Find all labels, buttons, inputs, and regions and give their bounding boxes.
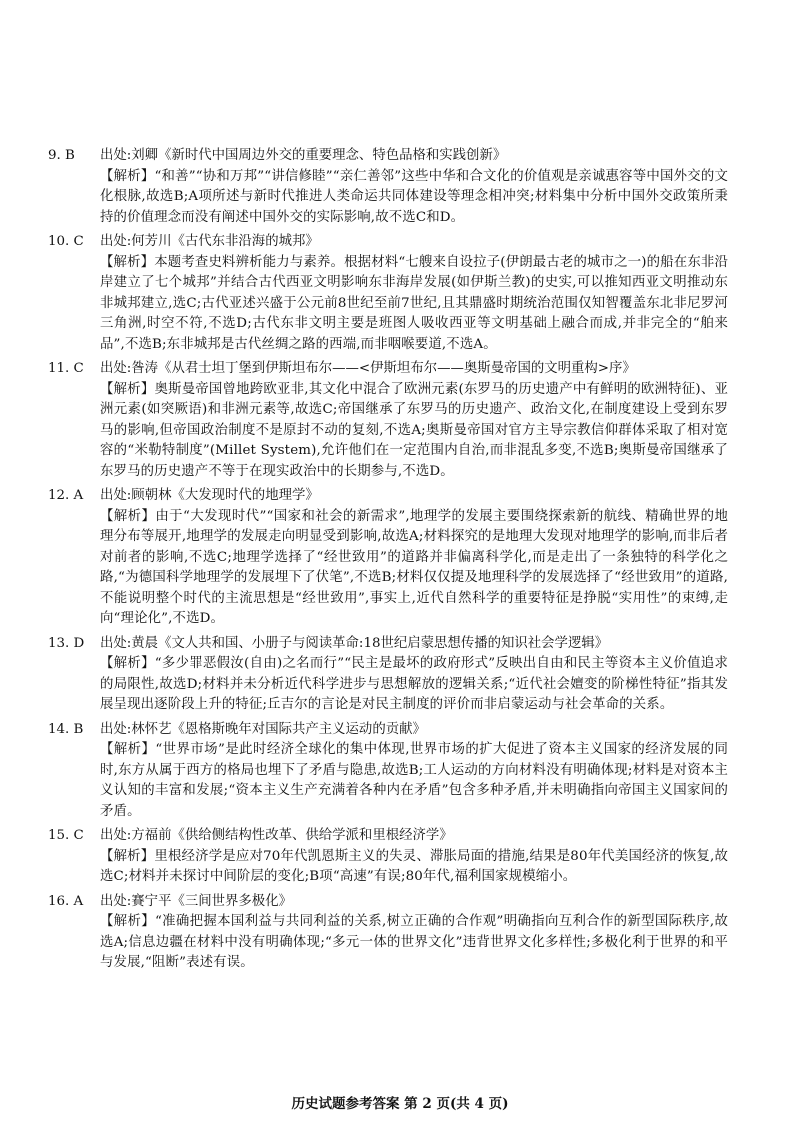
answer-number: 13. D [48, 635, 85, 651]
answer-item-9 [48, 146, 728, 228]
answer-analysis: 【解析】里根经济学是应对70年代凯恩斯主义的失灵、滞胀局面的措施,结果是80年代美国经济的恢复,故选C;材料并未探讨中间阶层的变化;B项“高速”有误;80年代,福利国家规模缩小。 [100, 848, 729, 884]
answer-source: 出处:方福前《供给侧结构性改革、供给学派和里根经济学》 [100, 828, 453, 843]
answer-source: 出处:刘卿《新时代中国周边外交的重要理念、特色品格和实践创新》 [100, 148, 507, 163]
answer-number: 16. A [48, 893, 84, 909]
answer-analysis: 【解析】“世界市场”是此时经济全球化的集中体现,世界市场的扩大促进了资本主义国家的经济发展的同时,东方从属于西方的格局也埋下了矛盾与隐患,故选B;工人运动的方向材料没有明确体现;材料是对资本主义认知的丰富和发展;“资本主义生产充满着各种内在矛盾”包含多种矛盾,并未明确指向帝国主义国家间的矛盾。 [100, 742, 728, 819]
answer-list [48, 146, 728, 978]
answer-source: 出处:黄晨《文人共和国、小册子与阅读革命:18世纪启蒙思想传播的知识社会学逻辑》 [100, 635, 609, 651]
answer-number: 14. B [48, 721, 84, 737]
answer-number: 11. C [48, 361, 84, 376]
answer-item-12 [48, 486, 728, 630]
answer-analysis: 【解析】“多少罪恶假汝(自由)之名而行”“民主是最坏的政府形式”反映出自由和民主等资本主义价值追求的局限性,故选D;材料并未分析近代科学进步与思想解放的逻辑关系;“近代社会嬗变的阶梯性特征”指其发展呈现出逐阶段上升的特征;丘吉尔的言论是对民主制度的评价而非启蒙运动与社会革命的关系。 [100, 656, 728, 712]
answer-item-16 [48, 892, 728, 974]
answer-number: 9. B [48, 148, 75, 163]
answer-item-13 [48, 634, 728, 716]
answer-source: 出处:昝涛《从君士坦丁堡到伊斯坦布尔——<伊斯坦布尔——奥斯曼帝国的文明重构>序》 [100, 361, 636, 376]
answer-item-11 [48, 359, 728, 482]
answer-analysis: 【解析】由于“大发现时代”“国家和社会的新需求”,地理学的发展主要围绕探索新的航线、精确世界的地理分布等展开,地理学的发展走向明显受到影响,故选A;材料探究的是地理大发现对地理学的影响,而非后者对前者的影响,不选C;地理学选择了“经世致用”的道路并非偏离科学化,而是走出了一条独特的科学化之路,“为德国科学地理学的发展埋下了伏笔”,不选B;材料仅仅提及地理科学的发展选择了“经世致用”的道路,不能说明整个时代的主流思想是“经世致用”,事实上,近代自然科学的重要特征是挣脱“实用性”的束缚,走向“理论化”,不选D。 [100, 508, 728, 626]
answer-analysis: 【解析】“和善”“协和万邦”“讲信修睦”“亲仁善邻”这些中华和合文化的价值观是亲诚惠容等中国外交的文化根脉,故选B;A项所述与新时代推进人类命运共同体建设等理念相冲突;材料集中分析中国外交政策所秉持的价值理念而没有阐述中国外交的实际影响,故不选C和D。 [100, 168, 728, 225]
answer-source: 出处:顾朝林《大发现时代的地理学》 [100, 488, 319, 503]
answer-number: 10. C [48, 234, 84, 249]
answer-source: 出处:何芳川《古代东非沿海的城邦》 [100, 234, 319, 249]
answer-source: 出处:賽宁平《三间世界多极化》 [100, 893, 292, 909]
answer-number: 12. A [48, 488, 84, 503]
answer-source: 出处:林怀艺《恩格斯晚年对国际共产主义运动的贡献》 [100, 721, 426, 737]
answer-analysis: 【解析】“准确把握本国利益与共同利益的关系,树立正确的合作观”明确指向互利合作的新型国际秩序,故选A;信息边疆在材料中没有明确体现;“多元一体的世界文化”违背世界文化多样性;多极化利于世界的和平与发展,“阻断”表述有误。 [100, 914, 728, 970]
answer-number: 15. C [48, 828, 84, 843]
answer-item-10 [48, 232, 728, 355]
answer-analysis: 【解析】奥斯曼帝国曾地跨欧亚非,其文化中混合了欧洲元素(东罗马的历史遗产中有鲜明的欧洲特征)、亚洲元素(如突厥语)和非洲元素等,故选C;帝国继承了东罗马的历史遗产、政治文化,在制度建设上受到东罗马的影响,但帝国政治制度不是原封不动的复刻,不选A;奥斯曼帝国对官方主导宗教信仰群体采取了相对宽容的“米勒特制度”(Millet System),允许他们在一定范围内自治,而非混乱多变,不选B;奥斯曼帝国继承了东罗马的历史遗产不等于在现实政治中的长期参与,不选D。 [100, 381, 728, 479]
answer-item-15 [48, 826, 728, 888]
answer-item-14 [48, 720, 728, 823]
answer-analysis: 【解析】本题考查史料辨析能力与素养。根据材料“七艘来自设拉子(伊朗最古老的城市之一)的船在东非沿岸建立了七个城邦”并结合古代西亚文明影响东非海岸发展(如伊斯兰教)的史实,可以推知西亚文明推动东非城邦建立,选C;古代亚述兴盛于公元前8世纪至前7世纪,且其鼎盛时期统治范围仅知智覆盖东北非尼罗河三角洲,时空不符,不选D;古代东非文明主要是班图人吸收西亚等文明基础上融合而成,并非完全的“舶来品”,不选B;东非城邦是古代丝绸之路的西端,而非咽喉要道,不选A。 [100, 254, 728, 352]
page-footer: 历史试题参考答案 第 2 页(共 4 页) [291, 1096, 509, 1112]
